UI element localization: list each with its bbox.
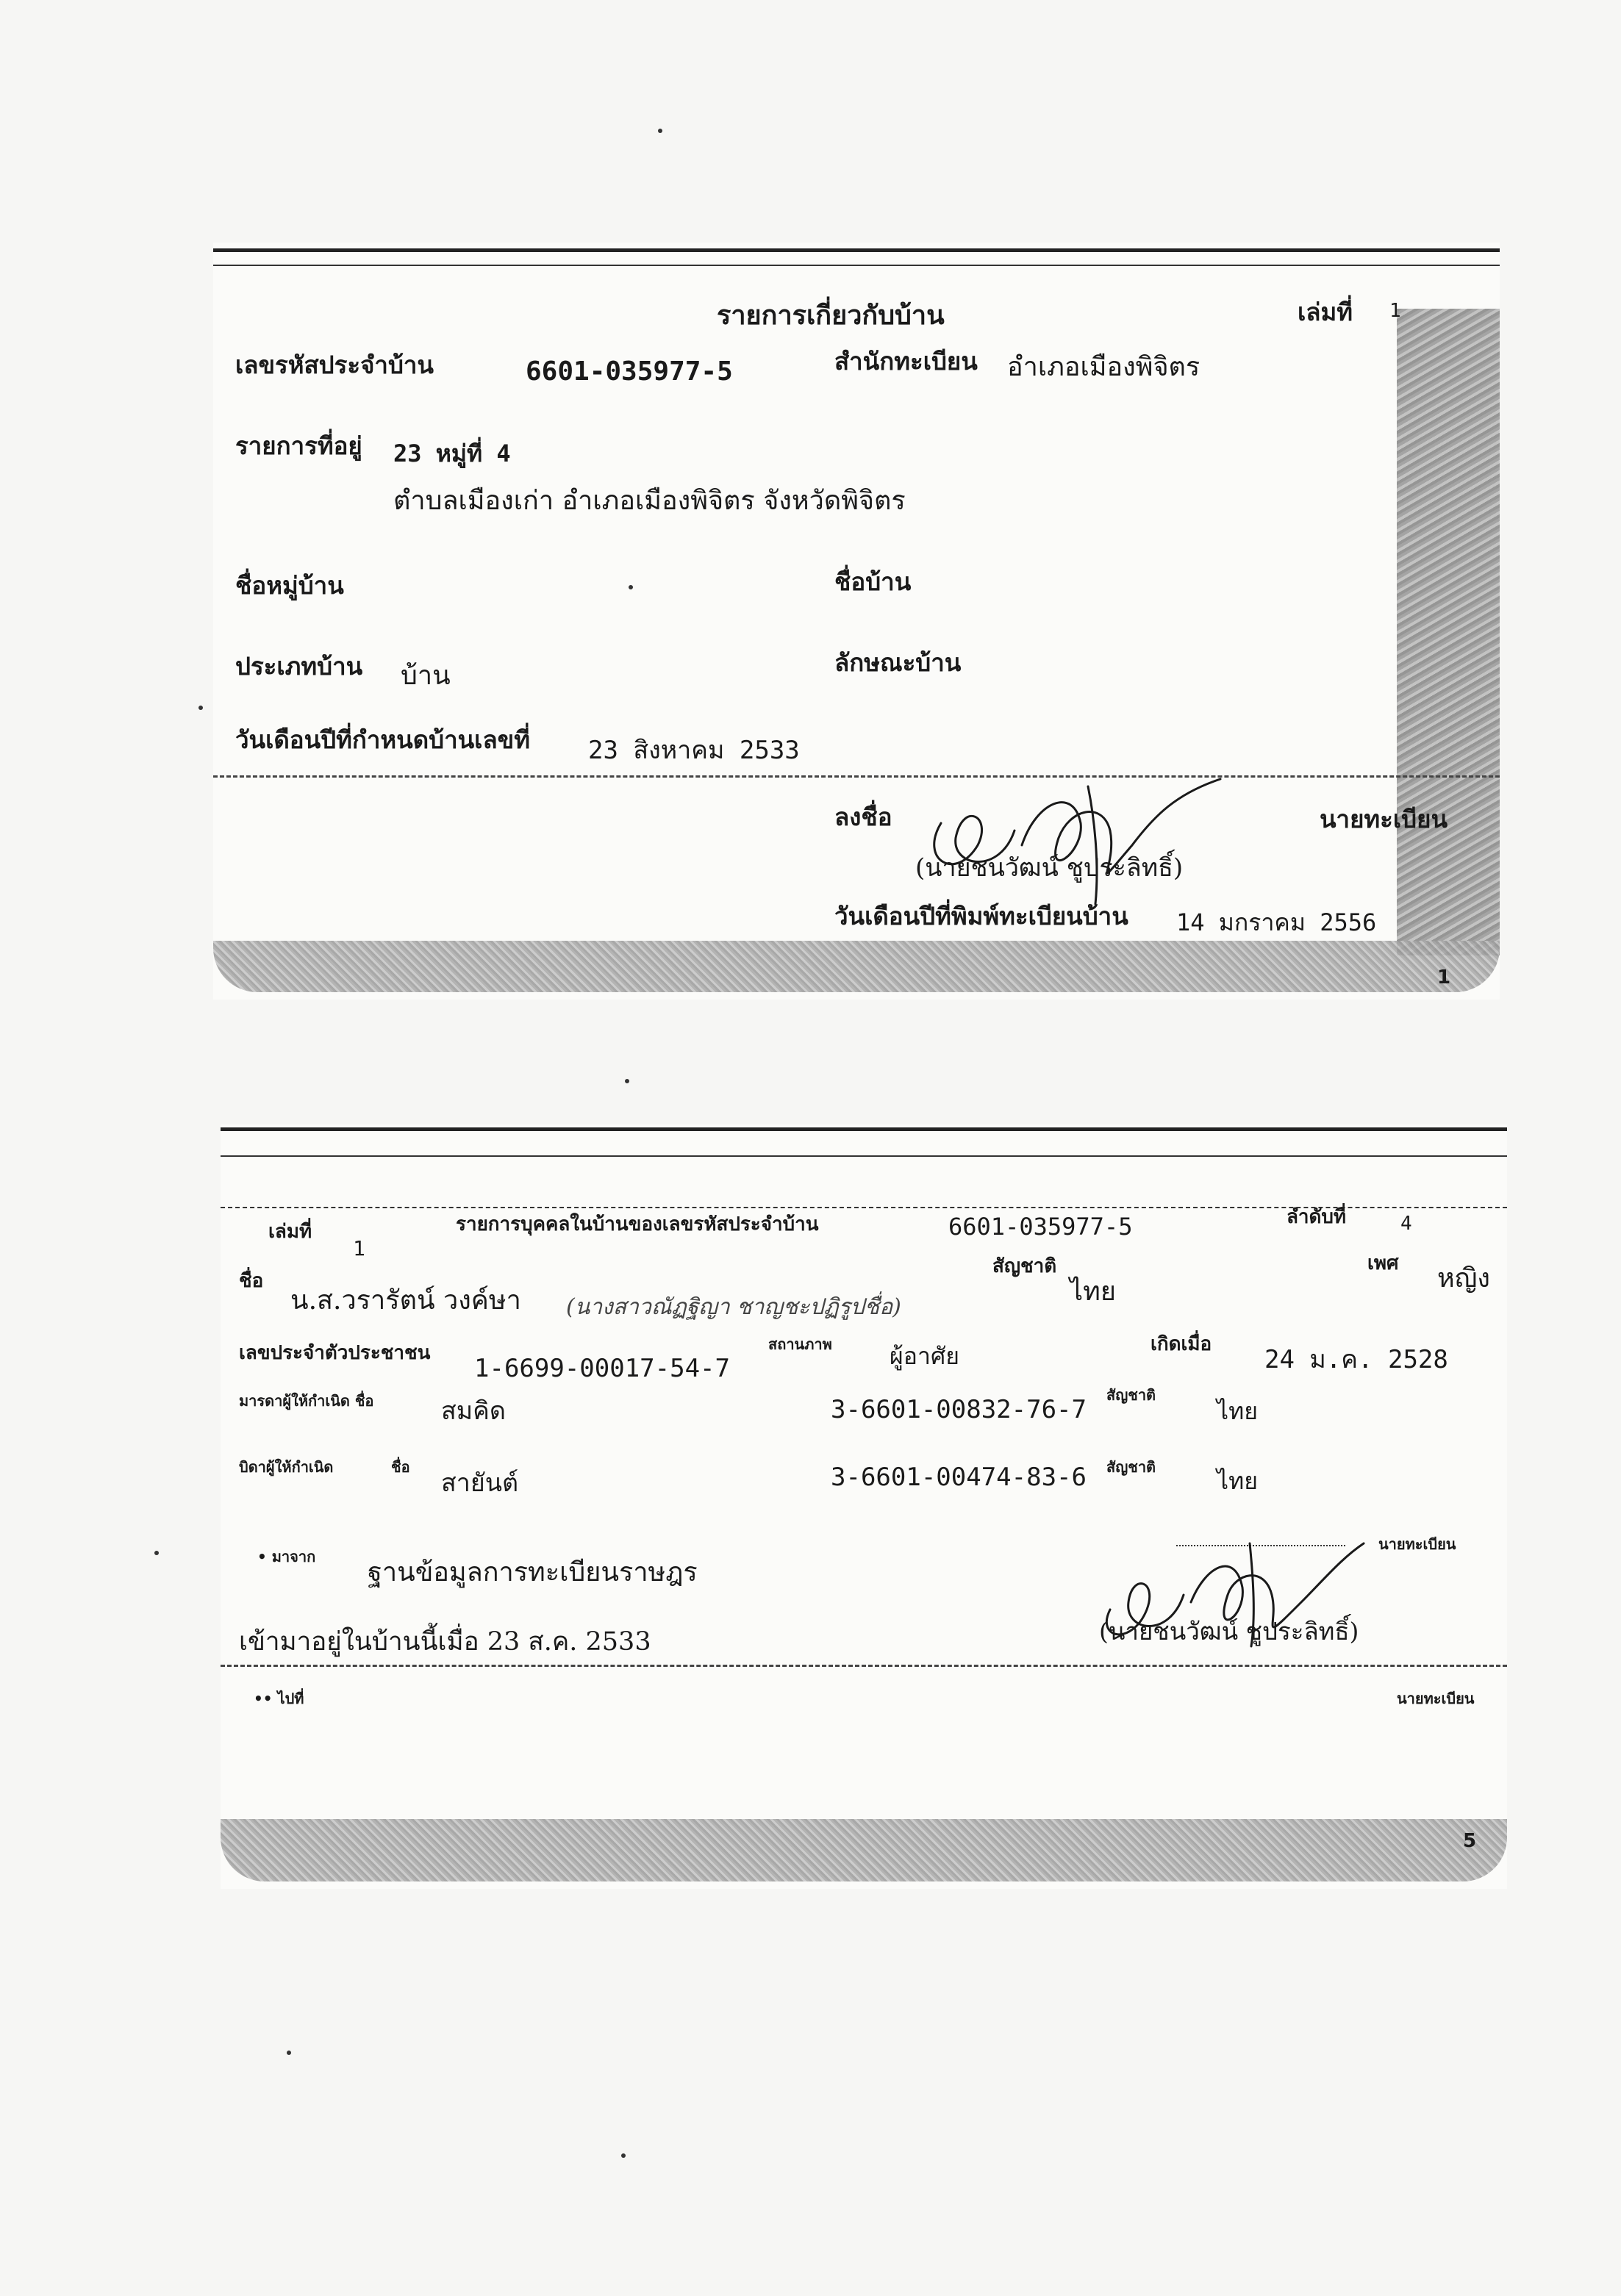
birth-label: เกิดเมื่อ bbox=[1151, 1333, 1212, 1355]
scan-speck bbox=[658, 129, 662, 133]
bottom-shading bbox=[213, 941, 1500, 992]
father-id: 3-6601-00474-83-6 bbox=[831, 1463, 1087, 1492]
side-shading bbox=[1397, 309, 1500, 955]
book-number: 1 bbox=[353, 1236, 365, 1260]
nationality: ไทย bbox=[1070, 1277, 1116, 1307]
bottom-shading bbox=[221, 1819, 1507, 1881]
house-code: 6601-035977-5 bbox=[948, 1213, 1133, 1241]
top-rule bbox=[213, 248, 1500, 252]
registrar-label-2: นายทะเบียน bbox=[1397, 1690, 1475, 1707]
mother-id: 3-6601-00832-76-7 bbox=[831, 1395, 1087, 1424]
address-line-2: ตำบลเมืองเก่า อำเภอเมืองพิจิตร จังหวัดพิจิตร bbox=[393, 486, 906, 516]
book-label: เล่มที่ bbox=[268, 1221, 312, 1243]
scan-speck bbox=[154, 1551, 159, 1555]
address-label: รายการที่อยู่ bbox=[235, 431, 362, 460]
house-code: 6601-035977-5 bbox=[526, 356, 733, 387]
address-line-1: 23 หมู่ที่ 4 bbox=[393, 440, 511, 467]
house-nature-label: ลักษณะบ้าน bbox=[834, 648, 962, 677]
birth-date: 24 ม.ค. 2528 bbox=[1264, 1345, 1448, 1374]
moved-in: เข้ามาอยู่ในบ้านนี้เมื่อ 23 ส.ค. 2533 bbox=[239, 1627, 651, 1657]
signed-label: ลงชื่อ bbox=[834, 803, 892, 831]
signer-name: (นายชนวัฒน์ ชูประลิทธิ์) bbox=[1099, 1617, 1359, 1646]
mother-label: มารดาผู้ให้กำเนิด ชื่อ bbox=[239, 1392, 374, 1410]
mother-nationality: ไทย bbox=[1217, 1397, 1258, 1425]
sex-label: เพศ bbox=[1367, 1252, 1399, 1274]
house-type: บ้าน bbox=[401, 661, 451, 691]
mother-nationality-label: สัญชาติ bbox=[1106, 1386, 1156, 1404]
status: ผู้อาศัย bbox=[890, 1342, 959, 1370]
registrar-label: นายทะเบียน bbox=[1378, 1535, 1456, 1553]
person-record-title: รายการบุคคลในบ้านของเลขรหัสประจำบ้าน bbox=[456, 1213, 819, 1235]
name-label: ชื่อ bbox=[239, 1270, 264, 1292]
handwritten-name-note: (นางสาวณัฏฐิญา ชาญชะปฏิรูปชื่อ) bbox=[566, 1294, 901, 1320]
house-record-card bbox=[213, 243, 1500, 1000]
registrar-label: นายทะเบียน bbox=[1320, 805, 1448, 833]
id-number: 1-6699-00017-54-7 bbox=[474, 1354, 730, 1383]
person-name: น.ส.วรารัตน์ วงค์ษา bbox=[290, 1285, 521, 1316]
to-label: •• ไปที่ bbox=[254, 1690, 304, 1707]
dashed-divider bbox=[221, 1665, 1507, 1667]
status-label: สถานภาพ bbox=[768, 1335, 832, 1353]
assigned-date: 23 สิงหาคม 2533 bbox=[588, 736, 800, 765]
house-name-label: ชื่อบ้าน bbox=[834, 567, 912, 596]
page-number: 1 bbox=[1437, 966, 1451, 989]
book-label: เล่มที่ bbox=[1298, 298, 1353, 326]
sex: หญิง bbox=[1437, 1263, 1490, 1294]
order-number: 4 bbox=[1400, 1213, 1412, 1235]
house-code-label: เลขรหัสประจำบ้าน bbox=[235, 351, 434, 379]
house-record-title: รายการเกี่ยวกับบ้าน bbox=[717, 301, 945, 331]
top-rule-thin bbox=[213, 265, 1500, 266]
registry-office-label: สำนักทะเบียน bbox=[834, 347, 978, 376]
registry-office: อำเภอเมืองพิจิตร bbox=[1007, 352, 1200, 382]
father-nationality-label: สัญชาติ bbox=[1106, 1458, 1156, 1476]
from-value: ฐานข้อมูลการทะเบียนราษฎร bbox=[368, 1557, 698, 1588]
page-number: 5 bbox=[1463, 1830, 1477, 1852]
assigned-date-label: วันเดือนปีที่กำหนดบ้านเลขที่ bbox=[235, 725, 530, 754]
book-number: 1 bbox=[1389, 300, 1401, 322]
father-label: บิดาผู้ให้กำเนิด bbox=[239, 1458, 334, 1476]
scan-speck bbox=[621, 2153, 626, 2158]
id-label: เลขประจำตัวประชาชน bbox=[239, 1342, 431, 1364]
top-rule bbox=[221, 1127, 1507, 1131]
father-name-label: ชื่อ bbox=[391, 1458, 410, 1476]
father-name: สายันต์ bbox=[441, 1468, 519, 1498]
village-name-label: ชื่อหมู่บ้าน bbox=[235, 571, 344, 600]
father-nationality: ไทย bbox=[1217, 1467, 1258, 1495]
registrar-signature bbox=[912, 757, 1228, 911]
house-type-label: ประเภทบ้าน bbox=[235, 652, 363, 681]
scan-speck bbox=[287, 2051, 291, 2055]
scan-speck bbox=[198, 706, 203, 710]
person-record-card bbox=[221, 1124, 1507, 1889]
from-label: • มาจาก bbox=[257, 1548, 316, 1565]
scan-speck bbox=[625, 1079, 629, 1083]
top-rule-thin bbox=[221, 1155, 1507, 1157]
print-date-label: วันเดือนปีที่พิมพ์ทะเบียนบ้าน bbox=[834, 902, 1128, 930]
mother-name: สมคิด bbox=[441, 1396, 506, 1426]
dashed-divider bbox=[213, 775, 1500, 778]
nationality-label: สัญชาติ bbox=[992, 1255, 1057, 1277]
speck bbox=[629, 585, 633, 589]
order-label: ลำดับที่ bbox=[1287, 1206, 1347, 1228]
signer-name: (นายชนวัฒน์ ชูประลิทธิ์) bbox=[915, 853, 1184, 883]
print-date: 14 มกราคม 2556 bbox=[1176, 908, 1377, 936]
